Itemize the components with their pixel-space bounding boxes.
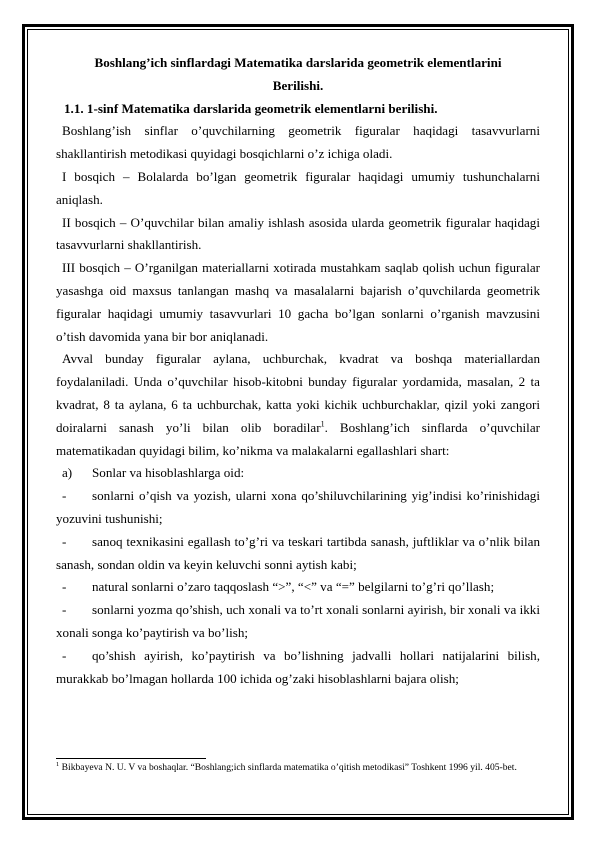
list-item bbox=[56, 485, 540, 531]
footnote-divider bbox=[56, 758, 206, 759]
document-title bbox=[56, 52, 540, 98]
list-item-text: sanoq texnikasini egallash to’g’ri va teskari tartibda sanash, juftliklar va o’nlik bilan sanash, sondan oldin va keyin keluvchi sonni aytish kabi; bbox=[56, 533, 540, 572]
footnote-reference[interactable]: 1 bbox=[320, 419, 325, 429]
list-dash: - bbox=[62, 579, 67, 595]
footnote bbox=[56, 762, 540, 774]
list-dash: - bbox=[62, 647, 67, 663]
list-item bbox=[56, 599, 540, 645]
list-dash: - bbox=[62, 488, 67, 504]
stage-1-paragraph: I bosqich – Bolalarda bo’lgan geometrik figuralar haqidagi umumiy tushunchalarni aniqlash. bbox=[56, 168, 540, 207]
stage-3-paragraph: III bosqich – O’rganilgan materiallarni xotirada mustahkam saqlab qolish uchun figuralar yasashga oid maxsus tanlangan mashq va masalalarni bajarish o’quvchilarda geometrik figuralar haqidagi umumiy tasavvurlari 10 gacha bo’lgan sonlarni o’rganish mavzusini o’tish davomida yana bir bor aniqlanadi. bbox=[56, 260, 540, 344]
list-item-text: sonlarni o’qish va yozish, ularni xona qo’shiluvchilarining yig’indisi ko’rinishidagi yozuvini tushunishi; bbox=[56, 488, 540, 526]
document-body bbox=[56, 52, 540, 690]
list-item bbox=[56, 645, 540, 691]
footnote-number: 1 bbox=[56, 760, 60, 768]
list-item-a bbox=[56, 462, 540, 485]
avval-paragraph bbox=[56, 348, 540, 462]
list-marker-a: a) bbox=[62, 465, 73, 481]
list-item-a-text: Sonlar va hisoblashlarga oid: bbox=[92, 465, 245, 481]
list-dash: - bbox=[62, 533, 67, 549]
list-item-text: sonlarni yozma qo’shish, uch xonali va to’rt xonali sonlarni ayirish, bir xonali va ikki xonali songa ko’paytirish va bo’lish; bbox=[56, 602, 540, 640]
footnote-text: Bikbayeva N. U. V va boshaqlar. “Boshlang;ich sinflarda matematika o’qitish metodikasi” Toshkent 1996 yil. 405-bet. bbox=[59, 762, 517, 773]
stage-2-paragraph: II bosqich – O’quvchilar bilan amaliy ishlash asosida ularda geometrik figuralar haqidagi tasavvurlarni shakllantirish. bbox=[56, 214, 540, 253]
list-item bbox=[56, 576, 540, 599]
avval-text: Avval bunday figuralar aylana, uchburchak, kvadrat va boshqa materiallardan foydalaniladi. Unda o’quvchilar hisob-kitobni bunday figuralar yordamida, masalan, 2 ta kvadrat, 8 ta aylana, 6 ta uchburchak, katta yoki kichik uchburchaklar, qizil yoki zangori doiralarni sanash yo’li bilan olib boradilar bbox=[56, 351, 540, 435]
title-line-1: Boshlang’ich sinflardagi Matematika darslarida geometrik elementlarini bbox=[94, 55, 502, 70]
list-dash: - bbox=[62, 602, 67, 618]
list-item-text: natural sonlarni o’zaro taqqoslash “>”, “<” va “=” belgilarni to’g’ri qo’llash; bbox=[92, 579, 495, 595]
intro-paragraph: Boshlang’ish sinflar o’quvchilarning geometrik figuralar haqidagi tasavvurlarni shakllantirish metodikasi quyidagi bosqichlarni o’z ichiga oladi. bbox=[56, 123, 540, 162]
list-item bbox=[56, 531, 540, 577]
section-heading: 1.1. 1-sinf Matematika darslarida geometrik elementlarni berilishi. bbox=[64, 100, 438, 116]
avval-text-end: . Boshlang’ich sinflarda o’quvchilar matematikadan quyidagi bilim, ko’nikma va malakalarni egallashlari shart: bbox=[56, 419, 540, 458]
title-line-2: Berilishi. bbox=[272, 77, 324, 93]
list-item-text: qo’shish ayirish, ko’paytirish va bo’lishning jadvalli hollari natijalarini bilish, murakkab bo’lmagan hollarda 100 ichida og’zaki hisoblashlarni bajara olish; bbox=[56, 647, 540, 686]
